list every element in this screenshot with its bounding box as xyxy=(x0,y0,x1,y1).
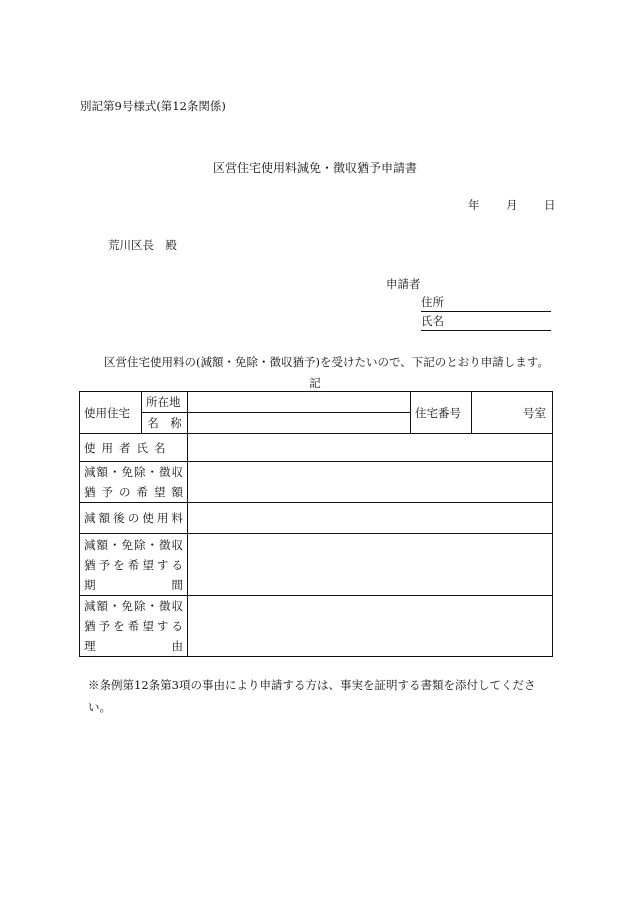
desired-amount-value[interactable] xyxy=(188,462,553,503)
date-row xyxy=(468,197,556,213)
period-label-line2: 猶予を希望する xyxy=(84,557,183,572)
addressee: 荒川区長 殿 xyxy=(108,238,177,252)
date-month: 月 xyxy=(506,198,518,212)
name-label: 氏名 xyxy=(421,314,444,328)
address-label: 住所 xyxy=(421,295,444,309)
location-label: 所在地 xyxy=(142,392,188,413)
room-suffix: 号室 xyxy=(523,405,546,420)
period-label-line1: 減額・免除・徴収 xyxy=(84,537,183,552)
intro-text: 区営住宅使用料の(減額・免除・徴収猶予)を受けたいので、下記のとおり申請します。 xyxy=(104,355,549,369)
period-label-kan: 間 xyxy=(171,577,183,592)
housing-name-label: 名 称 xyxy=(142,413,188,434)
date-day: 日 xyxy=(544,198,556,212)
ki-label: 記 xyxy=(309,376,321,390)
period-label-line3 xyxy=(84,575,183,595)
desired-amount-label-line1: 減額・免除・徴収 xyxy=(84,465,183,479)
after-reduction-value[interactable] xyxy=(188,503,553,534)
address-field[interactable] xyxy=(421,295,551,312)
form-id: 別記第9号様式(第12条関係) xyxy=(80,99,226,113)
note-text: ※条例第12条第3項の事由により申請する方は、事実を証明する書類を添付してください。 xyxy=(88,678,536,714)
user-name-value[interactable] xyxy=(188,434,553,462)
reason-label-line2: 猶予を希望する xyxy=(84,619,183,633)
applicant-label: 申請者 xyxy=(386,277,421,291)
location-value[interactable] xyxy=(188,392,411,413)
desired-amount-label xyxy=(80,462,188,503)
room-number-field[interactable] xyxy=(472,392,553,434)
reason-label-line3 xyxy=(84,636,183,656)
name-field[interactable] xyxy=(421,314,551,331)
reason-label-line1: 減額・免除・徴収 xyxy=(84,599,183,613)
period-label xyxy=(80,534,188,596)
housing-number-label: 住宅番号 xyxy=(411,392,472,434)
reason-label-yu: 由 xyxy=(171,639,183,653)
user-name-label: 使用者氏名 xyxy=(80,434,188,462)
document-title: 区営住宅使用料減免・徴収猶予申請書 xyxy=(212,161,417,175)
desired-amount-label-line2: 猶予の希望額 xyxy=(84,485,183,499)
period-label-ki: 期 xyxy=(84,577,96,592)
date-year: 年 xyxy=(468,198,480,212)
housing-label: 使用住宅 xyxy=(80,392,142,434)
reason-label-ri: 理 xyxy=(84,639,96,653)
period-value[interactable] xyxy=(188,534,553,596)
after-reduction-label: 減額後の使用料 xyxy=(80,503,188,534)
housing-name-value[interactable] xyxy=(188,413,411,434)
reason-value[interactable] xyxy=(188,596,553,657)
reason-label xyxy=(80,596,188,657)
application-table xyxy=(79,391,553,657)
